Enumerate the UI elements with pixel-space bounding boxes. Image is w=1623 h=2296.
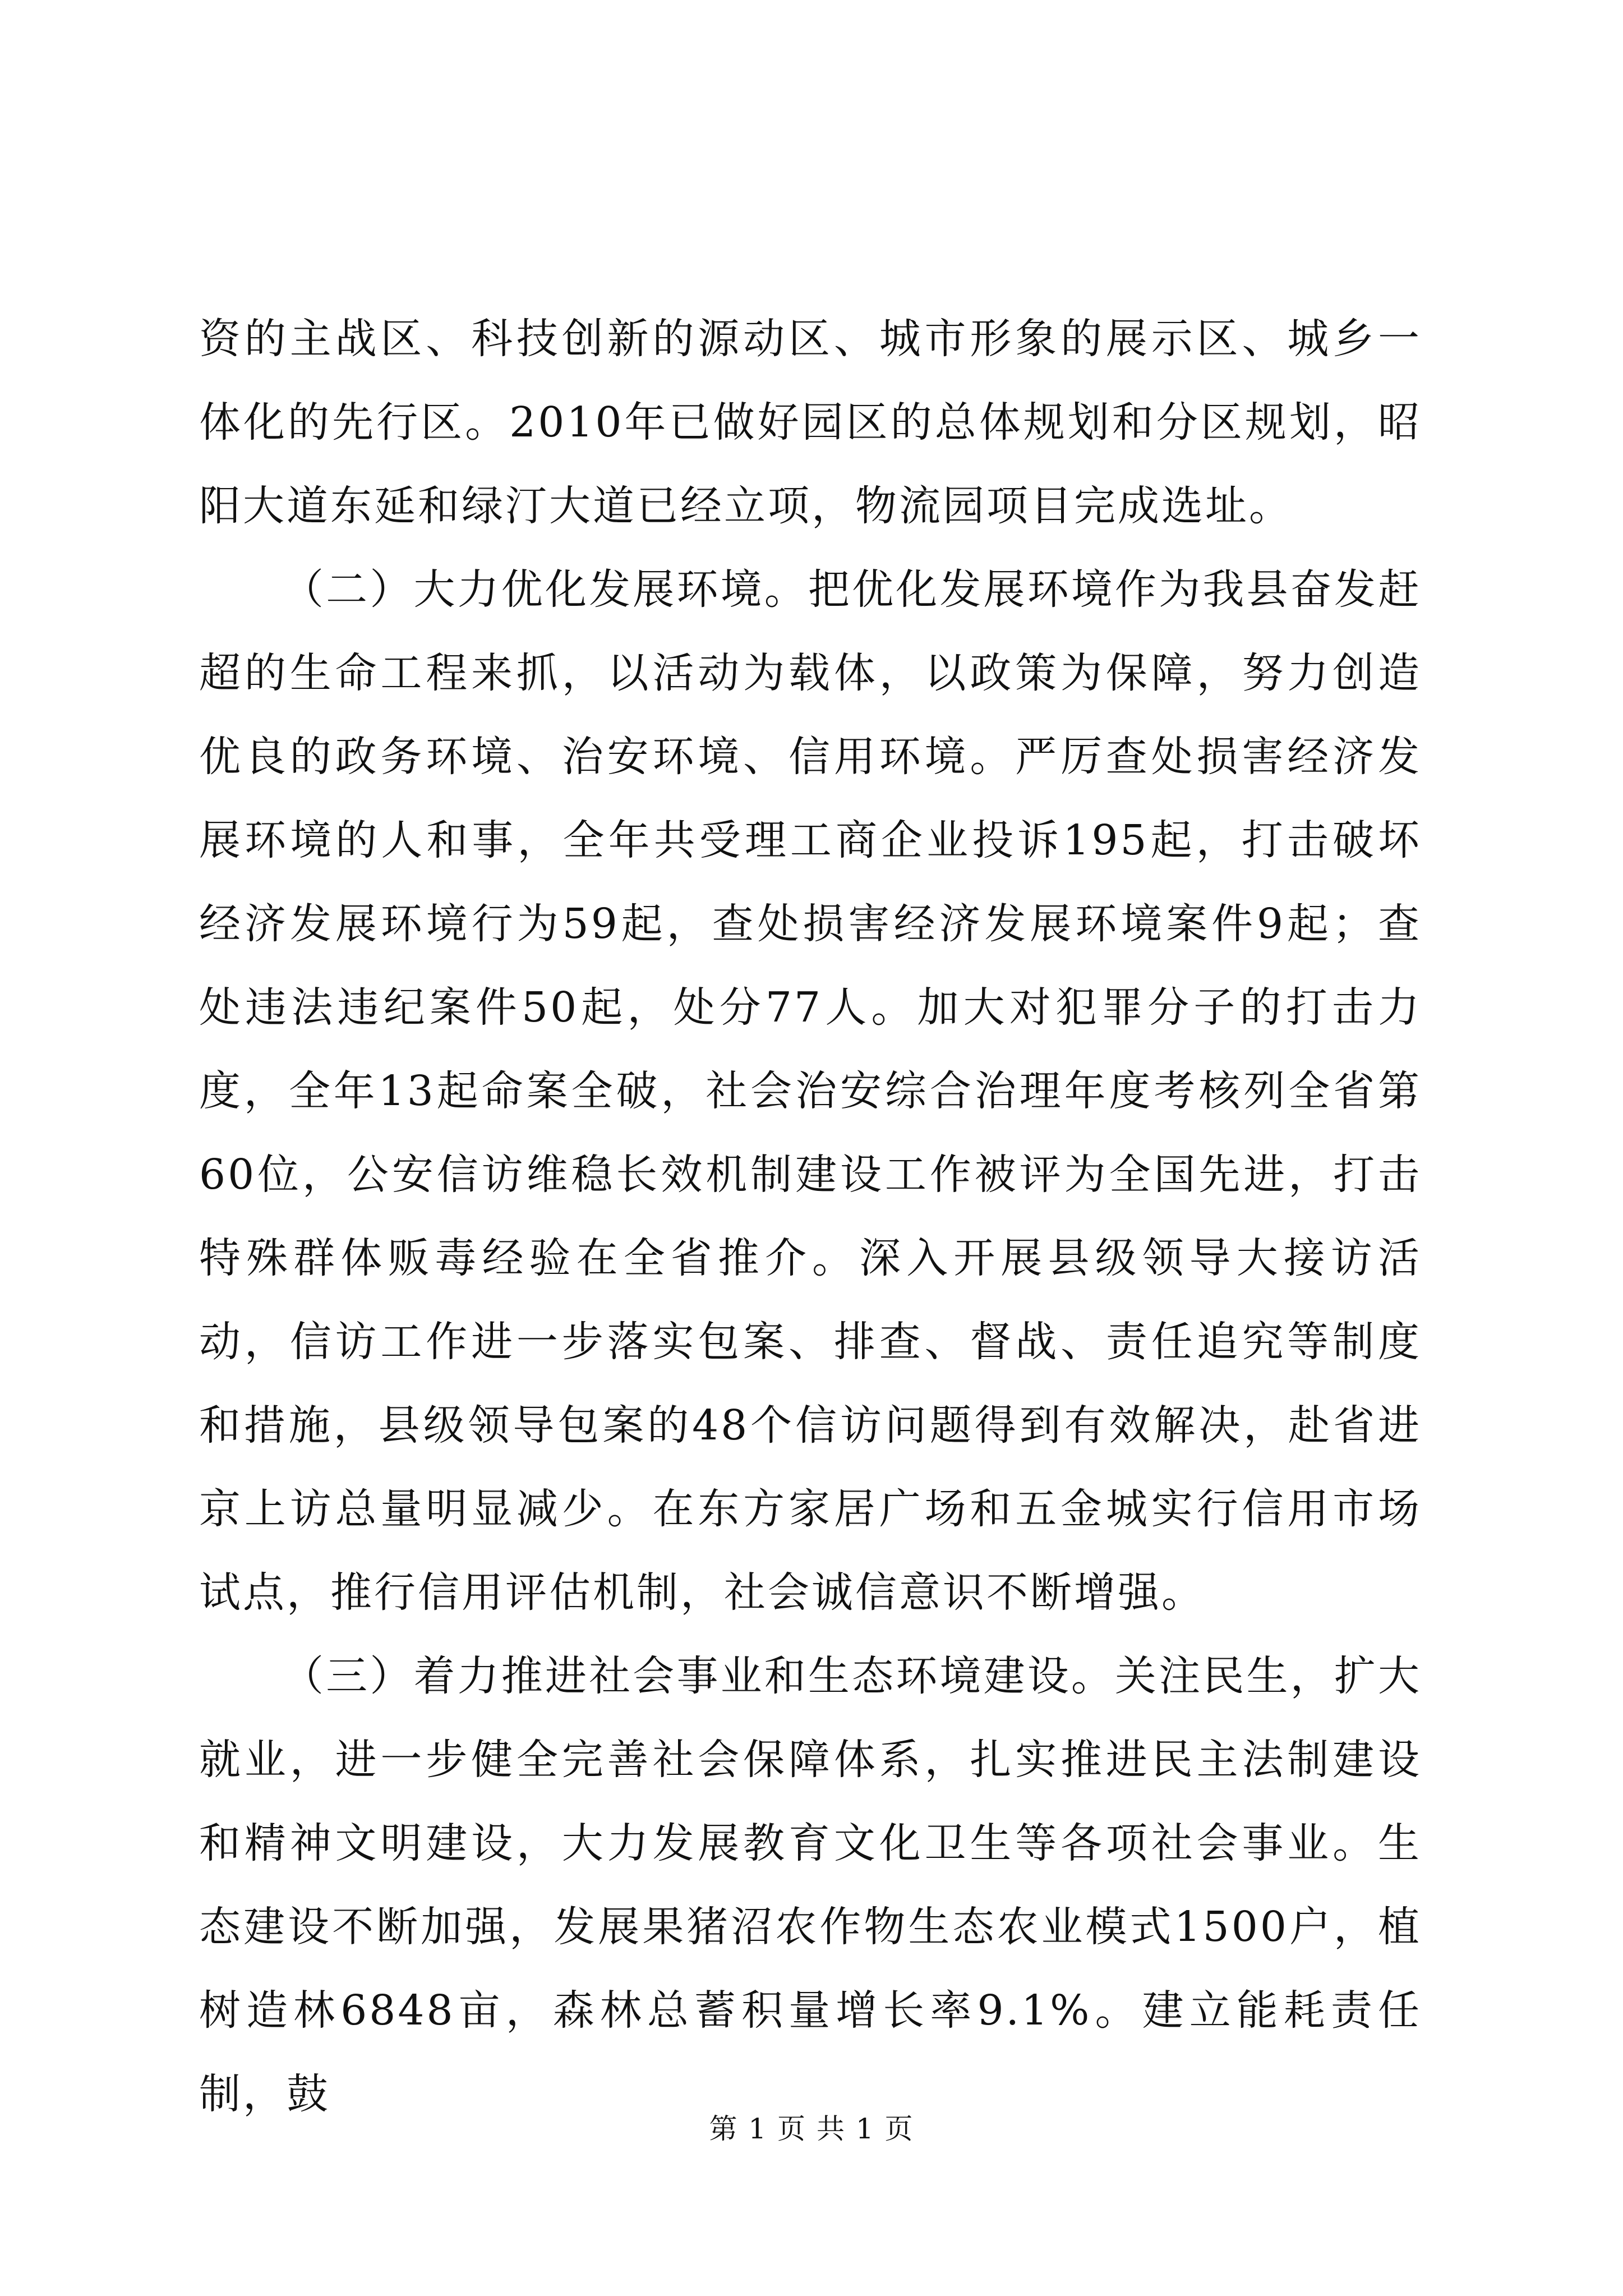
paragraph-1: 资的主战区、科技创新的源动区、城市形象的展示区、城乡一体化的先行区。2010年已做好园区的总体规划和分区规划，昭阳大道东延和绿汀大道已经立项，物流园项目完成选址。	[199, 315, 1422, 530]
page-footer: 第 1 页 共 1 页	[709, 2113, 914, 2145]
document-body	[199, 297, 1422, 2136]
paragraph-2: （二）大力优化发展环境。把优化发展环境作为我县奋发赶超的生命工程来抓，以活动为载体，以政策为保障，努力创造优良的政务环境、治安环境、信用环境。严厉查处损害经济发展环境的人和事，全年共受理工商企业投诉195起，打击破坏经济发展环境行为59起，查处损害经济发展环境案件9起；查处违法违纪案件50起，处分77人。加大对犯罪分子的打击力度，全年13起命案全破，社会治安综合治理年度考核列全省第60位，公安信访维稳长效机制建设工作被评为全国先进，打击特殊群体贩毒经验在全省推介。深入开展县级领导大接访活动，信访工作进一步落实包案、排查、督战、责任追究等制度和措施，县级领导包案的48个信访问题得到有效解决，赴省进京上访总量明显减少。在东方家居广场和五金城实行信用市场试点，推行信用评估机制，社会诚信意识不断增强。	[199, 565, 1422, 1617]
paragraph-3: （三）着力推进社会事业和生态环境建设。关注民生，扩大就业，进一步健全完善社会保障体系，扎实推进民主法制建设和精神文明建设，大力发展教育文化卫生等各项社会事业。生态建设不断加强，发展果猪沼农作物生态农业模式1500户，植树造林6848亩，森林总蓄积量增长率9.1%。建立能耗责任制，鼓	[199, 1652, 1422, 2118]
